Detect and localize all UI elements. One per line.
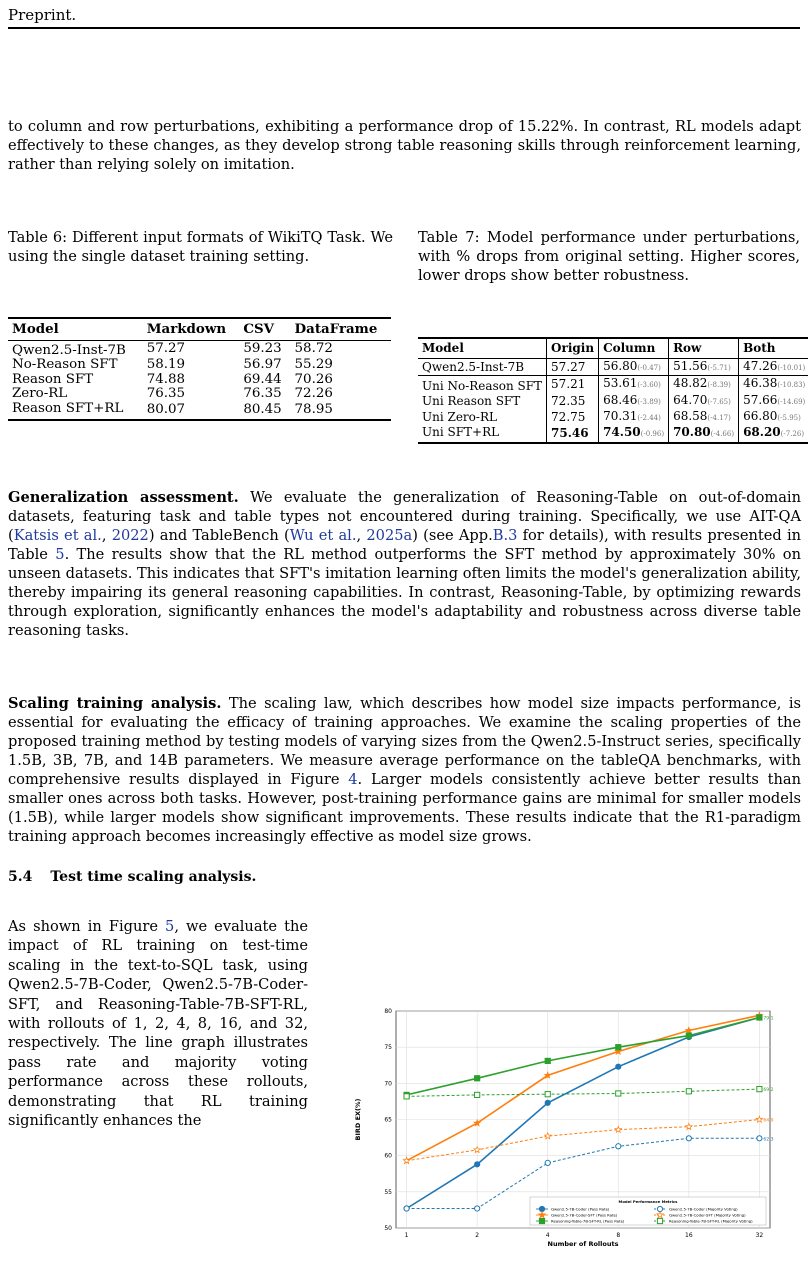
t6-cell: 76.35 bbox=[243, 386, 282, 401]
data-point bbox=[404, 1206, 409, 1211]
table-row bbox=[8, 373, 391, 388]
t6-header-dataframe: DataFrame bbox=[294, 321, 378, 338]
data-label: 64.9 bbox=[763, 1118, 774, 1124]
x-tick-label: 2 bbox=[475, 1232, 480, 1239]
t6-cell: Qwen2.5-Inst-7B bbox=[12, 342, 126, 358]
data-point bbox=[616, 1064, 621, 1069]
table-row bbox=[8, 387, 391, 402]
t7-cell-row: 51.56(-5.71) bbox=[669, 358, 739, 375]
t7-cell-origin: 57.21 bbox=[547, 375, 599, 393]
t6-cell: 72.26 bbox=[294, 386, 333, 401]
intro-paragraph: to column and row perturbations, exhibiting a performance drop of 15.22%. In contrast, RL models adapt effectively to these changes, as they develop strong table reasoning skills through reinforcement learning, rather than relying solely on imitation. bbox=[8, 118, 801, 173]
t7-cell-row: 68.58(-4.17) bbox=[669, 409, 739, 425]
table-row bbox=[418, 358, 808, 375]
t6-cell: 76.35 bbox=[146, 386, 186, 401]
legend-label: Qwen2.5-7B-Coder-SFT (Pass Rate) bbox=[551, 1212, 618, 1218]
y-tick-label: 75 bbox=[384, 1044, 392, 1052]
t7-cell-model: Qwen2.5-Inst-7B bbox=[422, 359, 525, 374]
t6-cell: 80.07 bbox=[146, 402, 186, 417]
t7-header-row: Row bbox=[669, 338, 739, 358]
t6-cell: 70.26 bbox=[294, 371, 333, 387]
x-tick-label: 16 bbox=[685, 1232, 693, 1239]
data-point bbox=[757, 1136, 762, 1141]
t6-cell: 56.97 bbox=[243, 357, 282, 372]
t7-cell-column: 53.61(-3.60) bbox=[599, 375, 669, 393]
scaling-heading: Scaling training analysis. bbox=[8, 695, 222, 712]
legend-label: Qwen2.5-7B-Coder (Majority Voting) bbox=[669, 1206, 738, 1212]
t7-cell-origin: 75.46 bbox=[547, 425, 599, 443]
data-point bbox=[616, 1091, 621, 1096]
citation-year-link[interactable]: 2022 bbox=[111, 527, 149, 544]
table-ref-link[interactable]: 5 bbox=[55, 546, 65, 563]
t6-header-csv: CSV bbox=[243, 321, 275, 338]
table-row bbox=[418, 425, 808, 443]
data-point bbox=[657, 1218, 662, 1223]
generalization-heading: Generalization assessment. bbox=[8, 489, 239, 506]
y-tick-label: 50 bbox=[384, 1225, 392, 1232]
t6-cell: 69.44 bbox=[243, 371, 282, 387]
t7-header-model: Model bbox=[422, 341, 464, 356]
data-point bbox=[475, 1092, 480, 1097]
t7-cell-model: Uni Zero-RL bbox=[422, 409, 497, 424]
x-tick-label: 1 bbox=[404, 1232, 409, 1239]
t7-cell-model: Uni Reason SFT bbox=[422, 393, 521, 408]
data-point bbox=[616, 1045, 621, 1050]
t6-cell: 57.27 bbox=[146, 341, 186, 356]
data-point bbox=[686, 1136, 691, 1141]
figure-ref-link[interactable]: 4 bbox=[348, 771, 358, 788]
t6-header-model: Model bbox=[12, 321, 59, 338]
table-row bbox=[8, 402, 391, 421]
data-point bbox=[539, 1218, 544, 1223]
t6-header-markdown: Markdown bbox=[146, 321, 227, 338]
x-tick-label: 32 bbox=[755, 1232, 764, 1239]
data-point bbox=[686, 1033, 691, 1038]
t6-cell: 58.72 bbox=[294, 341, 333, 356]
data-point bbox=[616, 1144, 621, 1149]
data-point bbox=[475, 1162, 480, 1167]
table7-caption: Table 7: Model performance under perturbations, with % drops from original setting. Higher scores, lower drops show better robustness. bbox=[418, 229, 800, 284]
t6-cell: 59.23 bbox=[243, 341, 282, 356]
t6-cell: 58.19 bbox=[146, 357, 186, 372]
t7-cell-row: 48.82(-8.39) bbox=[669, 375, 739, 393]
legend-label: Qwen2.5-7B-Coder-SFT (Majority Voting) bbox=[669, 1212, 746, 1218]
y-tick-label: 60 bbox=[384, 1152, 392, 1160]
t7-cell-origin: 57.27 bbox=[547, 358, 599, 375]
t7-header-column: Column bbox=[599, 338, 669, 358]
y-tick-label: 80 bbox=[384, 1008, 392, 1015]
t6-cell: Zero-RL bbox=[12, 386, 68, 401]
t7-cell-model: Uni No-Reason SFT bbox=[422, 378, 543, 393]
t6-cell: 55.29 bbox=[294, 357, 333, 372]
table-row bbox=[418, 375, 808, 393]
legend-label: Reasoning-Table-7B-SFT-RL (Majority Voting) bbox=[669, 1218, 753, 1224]
t7-header-both: Both bbox=[739, 338, 808, 358]
x-tick-label: 4 bbox=[545, 1232, 550, 1239]
header-rule bbox=[8, 27, 800, 29]
t6-cell: 80.45 bbox=[243, 402, 282, 417]
data-point bbox=[545, 1092, 550, 1097]
legend-label: Qwen2.5-7B-Coder (Pass Rate) bbox=[551, 1206, 610, 1212]
table6-caption: Table 6: Different input formats of WikiTQ Task. We using the single dataset training setting. bbox=[8, 229, 393, 265]
t7-header-origin: Origin bbox=[547, 338, 599, 358]
test-time-paragraph: As shown in Figure 5, we evaluate the impact of RL training on test-time scaling in the text-to-SQL task, using Qwen2.5-7B-Coder, Qwen2.5-7B-Coder-SFT, and Reasoning-Table-7B-SFT-RL, with rollouts of 1, 2, 4, 8, 16, and 32, respectively. The line graph illustrates pass rate and majority voting performance across these rollouts, demonstrating that RL training significantly enhances the bbox=[8, 918, 308, 1130]
y-tick-label: 65 bbox=[384, 1116, 392, 1124]
data-point bbox=[545, 1100, 550, 1105]
t6-cell: Reason SFT bbox=[12, 371, 94, 387]
citation-link[interactable]: Wu et al. bbox=[289, 527, 357, 544]
data-point bbox=[686, 1089, 691, 1094]
data-label: 62.3 bbox=[763, 1137, 774, 1143]
data-point bbox=[545, 1058, 550, 1063]
t7-cell-model: Uni SFT+RL bbox=[422, 424, 500, 439]
t7-cell-both: 47.26(-10.01) bbox=[739, 358, 808, 375]
running-header: Preprint. bbox=[8, 6, 77, 24]
section-heading: 5.4 Test time scaling analysis. bbox=[8, 869, 257, 885]
table-row bbox=[418, 409, 808, 425]
t7-cell-origin: 72.75 bbox=[547, 409, 599, 425]
t7-cell-both: 66.80(-5.95) bbox=[739, 409, 808, 425]
t7-cell-column: 56.80(-0.47) bbox=[599, 358, 669, 375]
t6-cell: No-Reason SFT bbox=[12, 357, 118, 372]
data-point bbox=[404, 1094, 409, 1099]
t7-cell-both: 57.66(-14.69) bbox=[739, 393, 808, 409]
t6-cell: Reason SFT+RL bbox=[12, 400, 124, 416]
t7-cell-both: 68.20(-7.26) bbox=[739, 425, 808, 443]
data-point bbox=[757, 1087, 762, 1092]
legend-title: Model Performance Metrics bbox=[618, 1199, 678, 1204]
data-label: 69.2 bbox=[763, 1088, 774, 1094]
scaling-paragraph: Scaling training analysis. The scaling law, which describes how model size impacts performance, is essential for evaluating the efficacy of training approaches. We examine the scaling properties of the proposed training method by testing models of varying sizes from the Qwen2.5-Instruct series, specifically 1.5B, 3B, 7B, and 14B parameters. We measure average performance on the tableQA benchmarks, with comprehensive results displayed in Figure 4. Larger models consistently achieve better results than smaller ones across both tasks. However, post-training performance gains are minimal for smaller models (1.5B), while larger models show significant improvements. These results indicate that the R1-paradigm training approach becomes increasingly effective as model size grows. bbox=[8, 695, 801, 845]
y-axis-label: BIRD EX(%) bbox=[354, 1098, 362, 1141]
data-point bbox=[545, 1160, 550, 1165]
t7-cell-origin: 72.35 bbox=[547, 393, 599, 409]
table7 bbox=[418, 337, 808, 444]
t7-cell-column: 74.50(-0.96) bbox=[599, 425, 669, 443]
data-point bbox=[475, 1076, 480, 1081]
y-tick-label: 70 bbox=[384, 1080, 392, 1088]
data-point bbox=[475, 1206, 480, 1211]
t7-cell-column: 70.31(-2.44) bbox=[599, 409, 669, 425]
t6-cell: 74.88 bbox=[146, 371, 186, 387]
table-row bbox=[418, 393, 808, 409]
t7-cell-row: 64.70(-7.65) bbox=[669, 393, 739, 409]
data-label: 79.1 bbox=[763, 1016, 774, 1022]
table-row bbox=[8, 358, 391, 373]
x-axis-label: Number of Rollouts bbox=[547, 1240, 619, 1248]
data-point bbox=[757, 1015, 762, 1020]
table-row bbox=[8, 340, 391, 358]
y-tick-label: 55 bbox=[384, 1188, 392, 1196]
citation-year-link[interactable]: 2025a bbox=[366, 527, 413, 544]
t7-cell-row: 70.80(-4.66) bbox=[669, 425, 739, 443]
legend-label: Reasoning-Table-7B-SFT-RL (Pass Rate) bbox=[551, 1218, 625, 1224]
figure-ref-link[interactable]: 5 bbox=[165, 918, 175, 935]
generalization-paragraph: Generalization assessment. We evaluate the generalization of Reasoning-Table on out-of-domain datasets, featuring task and table types not encountered during training. Specifically, we use AIT-QA (Katsis et al., 2022) and TableBench (Wu et al., 2025a) (see App.B.3 for details), with results presented in Table 5. The results show that the RL method outperforms the SFT method by approximately 30% on unseen datasets. This indicates that SFT's imitation learning often limits the model's generalization ability, thereby impairing its general reasoning capabilities. In contrast, Reasoning-Table, by optimizing rewards through exploration, significantly enhances the model's adaptability and robustness across diverse table reasoning tasks. bbox=[8, 489, 802, 639]
x-tick-label: 8 bbox=[616, 1232, 621, 1239]
table6 bbox=[8, 317, 391, 421]
t7-cell-column: 68.46(-3.89) bbox=[599, 393, 669, 409]
citation-link[interactable]: Katsis et al. bbox=[13, 527, 102, 544]
t7-cell-both: 46.38(-10.83) bbox=[739, 375, 808, 393]
appendix-link[interactable]: B.3 bbox=[492, 527, 518, 544]
t6-cell: 78.95 bbox=[294, 402, 333, 417]
rollout-line-chart bbox=[350, 1003, 800, 1265]
